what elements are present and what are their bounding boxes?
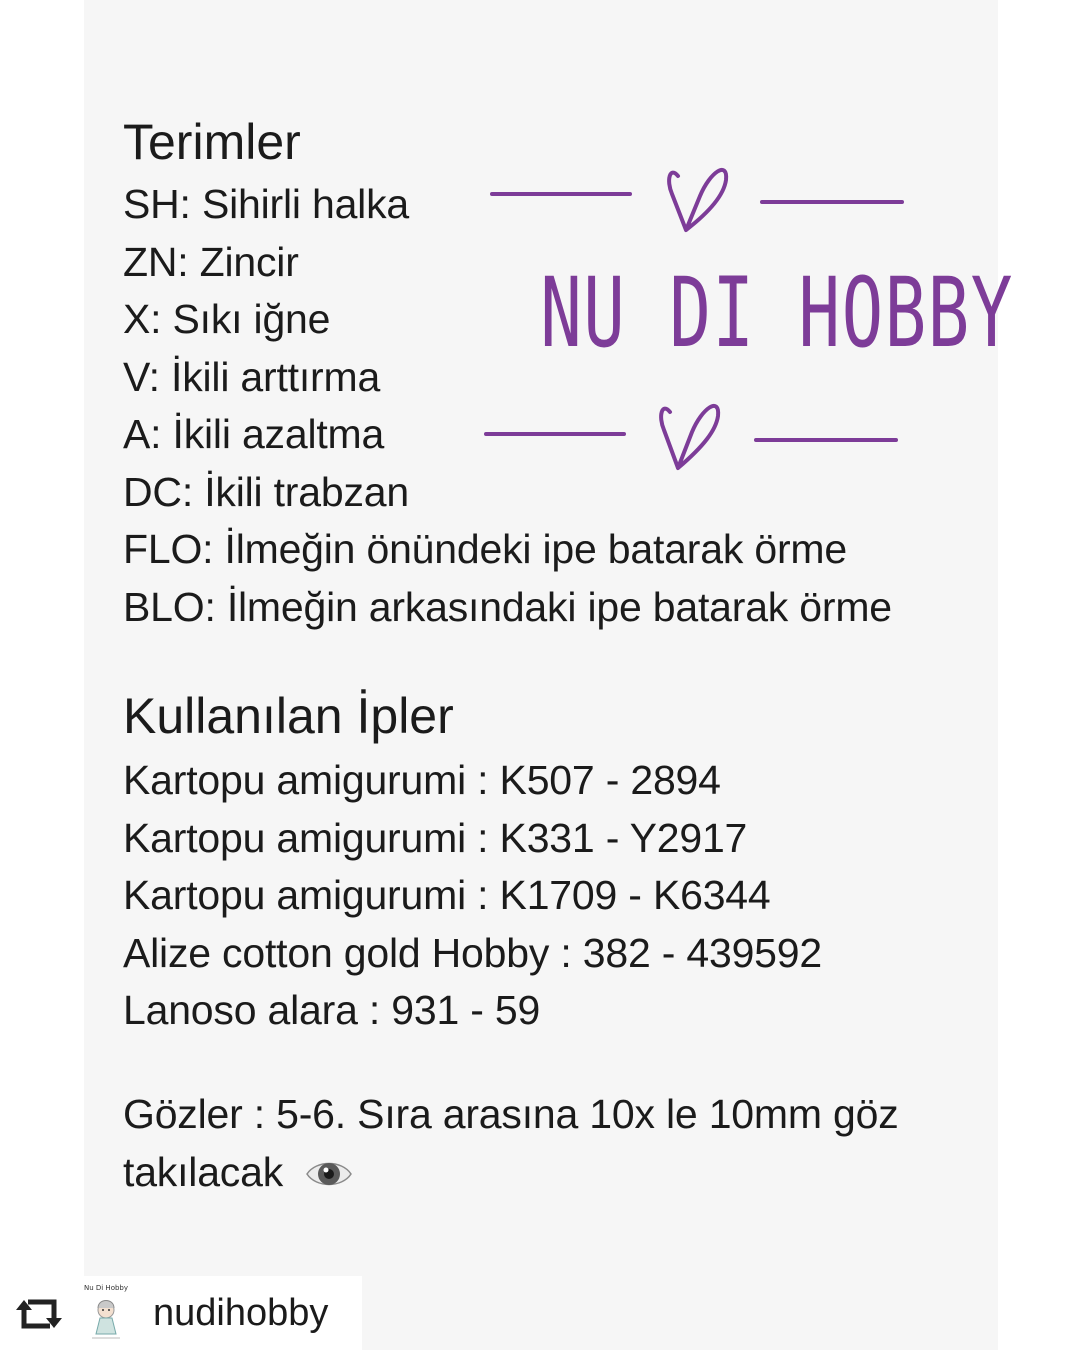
yarns-list (123, 752, 822, 1040)
nu-di-hobby-logo (480, 150, 1014, 480)
yarn-item: Kartopu amigurumi : K1709 - K6344 (123, 872, 771, 918)
terms-heading: Terimler (123, 114, 301, 170)
yarn-item: Lanoso alara : 931 - 59 (123, 987, 541, 1033)
term-item: A: İkili azaltma (123, 411, 385, 457)
heart-bottom-icon (661, 406, 718, 468)
eyes-line-1: Gözler : 5-6. Sıra arasına 10x le 10mm göz (123, 1091, 899, 1137)
username[interactable]: nudihobby (153, 1292, 329, 1334)
yarns-heading: Kullanılan İpler (123, 688, 454, 744)
logo-text: NU DI HOBBY (540, 257, 1014, 369)
term-item: V: İkili arttırma (123, 353, 381, 400)
repost-icon[interactable] (16, 1294, 62, 1334)
avatar-text: Nu Di Hobby (83, 1284, 129, 1292)
term-item: FLO: İlmeğin önündeki ipe batarak örme (123, 526, 847, 572)
yarn-item: Kartopu amigurumi : K331 - Y2917 (123, 814, 748, 861)
repost-bar (0, 1276, 362, 1350)
term-item: X: Sıkı iğne (123, 296, 331, 342)
amigurumi-doll-icon (80, 1284, 132, 1342)
avatar[interactable] (80, 1284, 132, 1342)
heart-top-icon (669, 170, 726, 230)
yarn-item: Kartopu amigurumi : K507 - 2894 (123, 757, 721, 803)
term-item: DC: İkili trabzan (123, 468, 409, 515)
yarn-item: Alize cotton gold Hobby : 382 - 439592 (123, 929, 822, 976)
term-item: SH: Sihirli halka (123, 181, 409, 227)
eye-icon (304, 1154, 354, 1194)
eyes-line-2 (123, 1144, 899, 1202)
eyes-line-2-text: takılacak (123, 1148, 283, 1195)
term-item: ZN: Zincir (123, 238, 299, 285)
eyes-note (123, 1086, 899, 1201)
term-item: BLO: İlmeğin arkasındaki ipe batarak örme (123, 583, 892, 630)
